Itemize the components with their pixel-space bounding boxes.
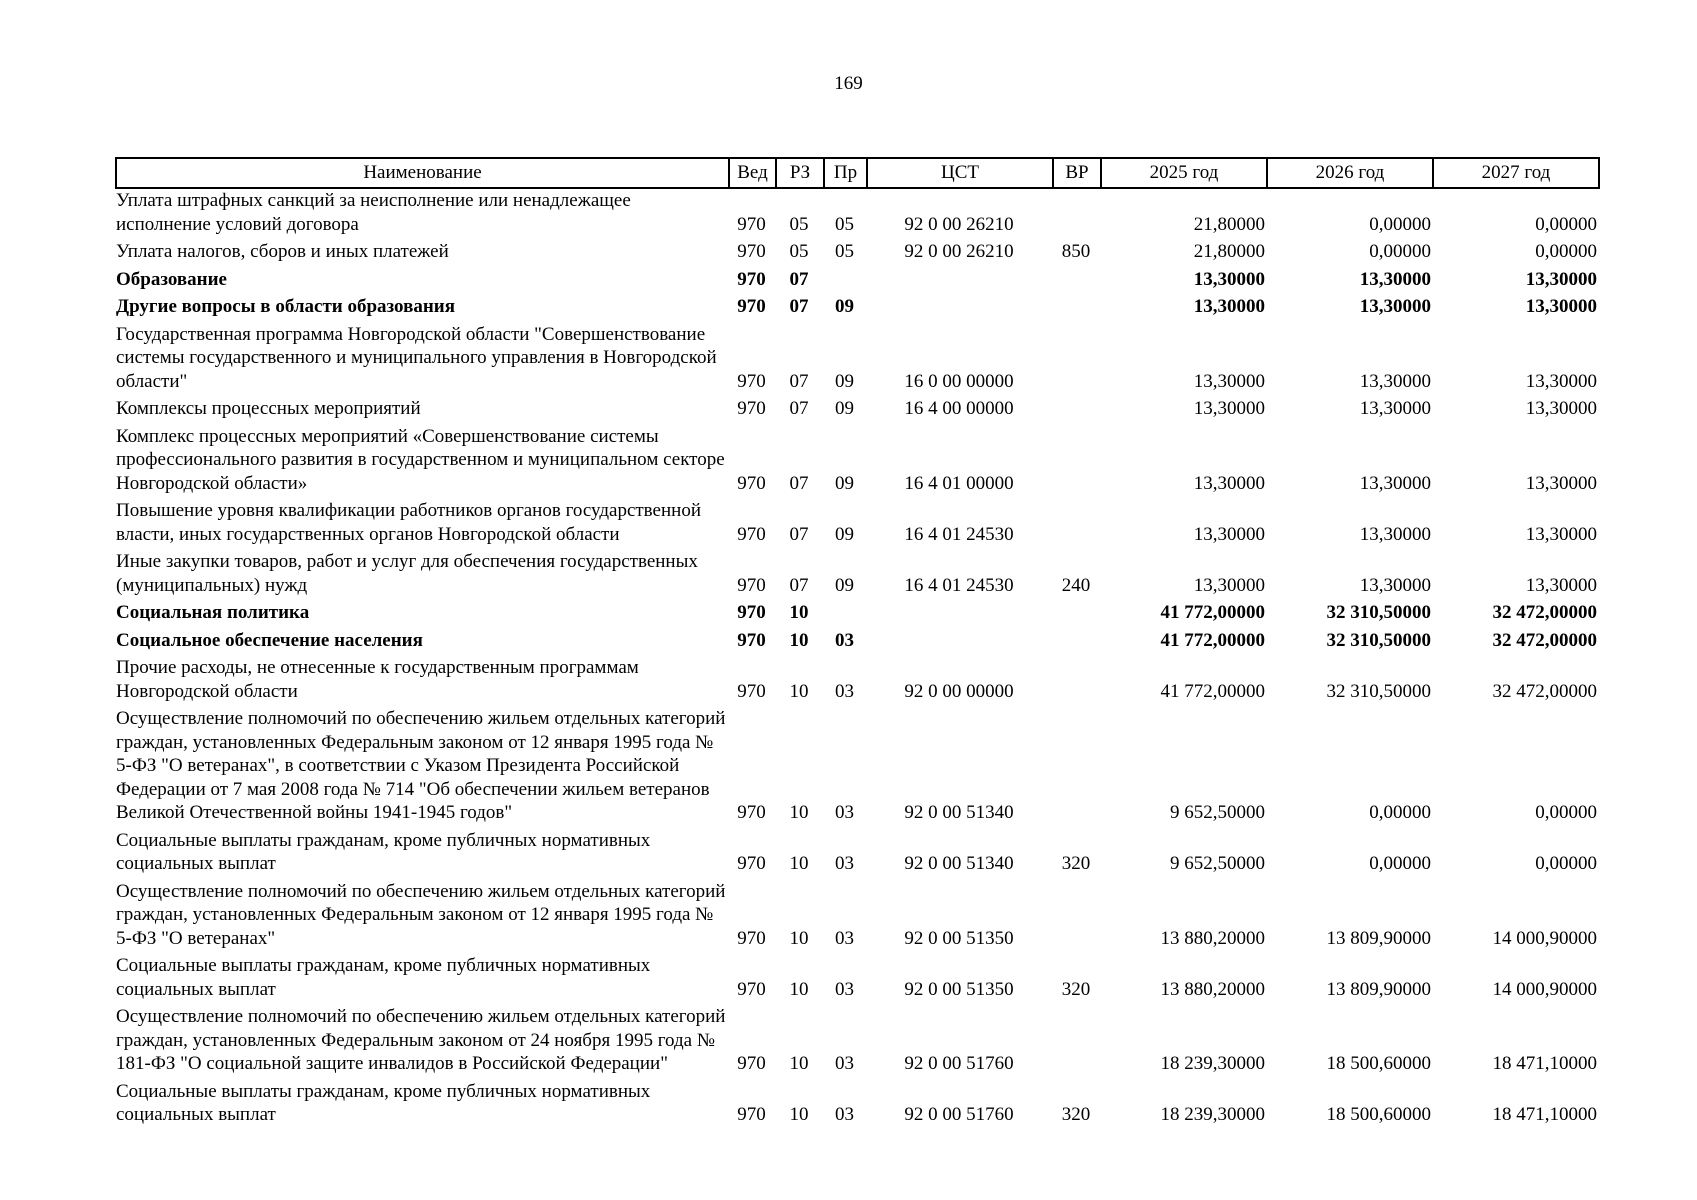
row-ved: 970 — [737, 680, 766, 702]
row-amount-2027: 13,30000 — [1525, 268, 1597, 290]
row-amount-2026: 18 500,60000 — [1326, 1053, 1431, 1074]
row-name: Уплата налогов, сборов и иных платежей — [116, 241, 449, 262]
table-row — [116, 188, 1599, 240]
row-name: Другие вопросы в области образования — [116, 296, 456, 317]
row-ved: 970 — [737, 927, 766, 949]
row-rz: 10 — [789, 629, 809, 651]
row-amount-2027: 32 472,00000 — [1492, 602, 1597, 623]
row-rz: 07 — [789, 370, 809, 392]
row-vr — [1053, 629, 1101, 657]
header-name: Наименование — [116, 158, 729, 188]
row-rz: 07 — [789, 523, 809, 545]
table-row — [116, 268, 1599, 296]
header-2026: 2026 год — [1267, 158, 1433, 188]
row-rz: 10 — [789, 853, 809, 874]
row-vr: 320 — [1061, 978, 1091, 1000]
row-rz: 10 — [789, 1053, 809, 1074]
table-row — [116, 499, 1599, 550]
row-cst: 16 4 01 24530 — [904, 574, 1014, 596]
row-pr: 09 — [835, 370, 854, 392]
row-vr — [1053, 880, 1101, 955]
row-amount-2025: 9 652,50000 — [1170, 853, 1265, 874]
table-row — [116, 323, 1599, 398]
row-amount-2025: 18 239,30000 — [1160, 1104, 1265, 1125]
row-amount-2026: 13,30000 — [1359, 268, 1431, 290]
row-amount-2025: 13 880,20000 — [1160, 978, 1265, 1000]
row-pr: 03 — [835, 853, 854, 874]
row-amount-2025: 9 652,50000 — [1170, 802, 1265, 823]
row-amount-2027: 13,30000 — [1525, 574, 1597, 596]
row-pr: 03 — [835, 927, 854, 949]
row-amount-2026: 13,30000 — [1359, 296, 1431, 317]
row-pr: 03 — [835, 1104, 854, 1125]
row-ved: 970 — [737, 296, 766, 317]
row-name: Прочие расходы, не отнесенные к государственным программам Новгородской области — [116, 657, 639, 702]
row-amount-2027: 13,30000 — [1525, 370, 1597, 392]
row-vr — [1053, 268, 1101, 296]
row-cst: 92 0 00 51350 — [904, 927, 1014, 949]
row-vr — [1053, 1005, 1101, 1080]
row-cst — [867, 268, 1053, 296]
row-cst: 16 0 00 00000 — [904, 370, 1014, 392]
row-pr: 09 — [835, 523, 854, 545]
row-amount-2027: 0,00000 — [1535, 802, 1597, 823]
row-vr — [1053, 397, 1101, 425]
row-amount-2026: 13,30000 — [1359, 523, 1431, 545]
table-row — [116, 240, 1599, 268]
row-vr — [1053, 656, 1101, 707]
row-amount-2027: 13,30000 — [1525, 523, 1597, 545]
row-ved: 970 — [737, 853, 766, 874]
row-amount-2025: 13 880,20000 — [1160, 927, 1265, 949]
table-row — [116, 601, 1599, 629]
row-pr: 03 — [835, 680, 854, 702]
row-amount-2026: 13,30000 — [1359, 398, 1431, 419]
row-rz: 07 — [789, 574, 809, 596]
row-ved: 970 — [737, 1104, 766, 1125]
table-row — [116, 1005, 1599, 1080]
row-ved: 970 — [737, 472, 766, 494]
header-vr: ВР — [1053, 158, 1101, 188]
row-amount-2026: 0,00000 — [1369, 241, 1431, 262]
row-name: Социальное обеспечение населения — [116, 629, 423, 651]
row-pr — [824, 601, 867, 629]
row-amount-2027: 18 471,10000 — [1492, 1053, 1597, 1074]
row-pr — [824, 268, 867, 296]
row-amount-2025: 41 772,00000 — [1160, 680, 1265, 702]
row-pr: 09 — [835, 296, 854, 317]
row-name: Государственная программа Новгородской области "Совершенствование системы государственного и муниципального управления в Новгородской области" — [116, 323, 717, 392]
row-rz: 10 — [789, 680, 809, 702]
row-amount-2025: 21,80000 — [1193, 241, 1265, 262]
row-amount-2026: 13,30000 — [1359, 370, 1431, 392]
row-vr — [1053, 499, 1101, 550]
row-rz: 10 — [789, 978, 809, 1000]
row-name: Осуществление полномочий по обеспечению жильем отдельных категорий граждан, установленных Федеральным законом от 12 января 1995 года № 5-ФЗ "О ветеранах" — [116, 880, 726, 949]
row-name: Повышение уровня квалификации работников органов государственной власти, иных государственных органов Новгородской области — [116, 500, 701, 545]
row-amount-2027: 0,00000 — [1535, 853, 1597, 874]
row-cst: 92 0 00 51760 — [904, 1104, 1014, 1125]
header-2027: 2027 год — [1433, 158, 1599, 188]
row-amount-2027: 14 000,90000 — [1492, 978, 1597, 1000]
row-cst: 92 0 00 26210 — [904, 213, 1014, 235]
row-rz: 10 — [789, 602, 809, 623]
row-amount-2025: 13,30000 — [1193, 268, 1265, 290]
row-vr — [1053, 707, 1101, 829]
row-amount-2026: 13,30000 — [1359, 574, 1431, 596]
row-cst: 92 0 00 00000 — [904, 680, 1014, 702]
header-2025: 2025 год — [1101, 158, 1267, 188]
row-cst: 92 0 00 51340 — [904, 853, 1014, 874]
row-cst: 92 0 00 51760 — [904, 1053, 1014, 1074]
row-ved: 970 — [737, 629, 766, 651]
row-name: Комплексы процессных мероприятий — [116, 398, 421, 419]
table-row — [116, 397, 1599, 425]
table-body — [116, 188, 1599, 1131]
row-amount-2027: 0,00000 — [1535, 213, 1597, 235]
row-ved: 970 — [737, 241, 766, 262]
row-amount-2025: 13,30000 — [1193, 398, 1265, 419]
table-row — [116, 954, 1599, 1005]
row-amount-2026: 0,00000 — [1369, 213, 1431, 235]
table-row — [116, 550, 1599, 601]
row-amount-2026: 13 809,90000 — [1326, 927, 1431, 949]
row-ved: 970 — [737, 268, 766, 290]
row-pr: 09 — [835, 472, 854, 494]
row-cst — [867, 629, 1053, 657]
table-row — [116, 629, 1599, 657]
row-name: Уплата штрафных санкций за неисполнение или ненадлежащее исполнение условий договора — [116, 190, 631, 235]
row-amount-2027: 13,30000 — [1525, 398, 1597, 419]
row-amount-2026: 18 500,60000 — [1326, 1104, 1431, 1125]
row-amount-2026: 0,00000 — [1369, 853, 1431, 874]
row-vr — [1053, 188, 1101, 240]
row-amount-2025: 13,30000 — [1193, 296, 1265, 317]
page-number: 169 — [834, 73, 863, 94]
row-amount-2025: 21,80000 — [1193, 213, 1265, 235]
row-amount-2027: 32 472,00000 — [1492, 680, 1597, 702]
row-amount-2025: 18 239,30000 — [1160, 1053, 1265, 1074]
row-amount-2026: 32 310,50000 — [1326, 629, 1431, 651]
row-ved: 970 — [737, 213, 766, 235]
row-amount-2026: 32 310,50000 — [1326, 680, 1431, 702]
row-cst: 92 0 00 51340 — [904, 802, 1014, 823]
row-amount-2026: 13,30000 — [1359, 472, 1431, 494]
row-ved: 970 — [737, 602, 766, 623]
table-row — [116, 1080, 1599, 1131]
row-rz: 07 — [789, 472, 809, 494]
row-amount-2027: 18 471,10000 — [1492, 1104, 1597, 1125]
row-amount-2026: 0,00000 — [1369, 802, 1431, 823]
row-pr: 03 — [835, 802, 854, 823]
row-pr: 03 — [835, 1053, 854, 1074]
row-cst: 16 4 00 00000 — [904, 398, 1014, 419]
row-cst: 92 0 00 26210 — [904, 241, 1014, 262]
row-name: Образование — [116, 268, 227, 290]
row-amount-2026: 13 809,90000 — [1326, 978, 1431, 1000]
row-vr — [1053, 295, 1101, 323]
row-rz: 05 — [789, 241, 809, 262]
row-name: Социальная политика — [116, 602, 310, 623]
row-rz: 07 — [789, 296, 809, 317]
row-cst — [867, 295, 1053, 323]
row-ved: 970 — [737, 398, 766, 419]
row-rz: 10 — [789, 802, 809, 823]
row-amount-2027: 13,30000 — [1525, 296, 1597, 317]
row-pr: 03 — [835, 629, 854, 651]
row-rz: 07 — [789, 268, 809, 290]
row-name: Социальные выплаты гражданам, кроме публичных нормативных социальных выплат — [116, 1080, 651, 1125]
row-name: Комплекс процессных мероприятий «Совершенствование системы профессионального развития в государственном и муниципальном секторе Новгородской области» — [116, 425, 725, 494]
header-pr: Пр — [824, 158, 867, 188]
row-ved: 970 — [737, 370, 766, 392]
row-vr: 320 — [1061, 1104, 1091, 1125]
row-pr: 03 — [835, 978, 854, 1000]
row-amount-2025: 13,30000 — [1193, 370, 1265, 392]
row-pr: 09 — [835, 574, 854, 596]
row-vr — [1053, 425, 1101, 500]
row-ved: 970 — [737, 1053, 766, 1074]
row-ved: 970 — [737, 574, 766, 596]
row-cst: 16 4 01 00000 — [904, 472, 1014, 494]
row-vr: 850 — [1061, 241, 1091, 262]
row-amount-2025: 13,30000 — [1193, 574, 1265, 596]
row-amount-2027: 0,00000 — [1535, 241, 1597, 262]
row-amount-2026: 32 310,50000 — [1326, 602, 1431, 623]
row-amount-2025: 41 772,00000 — [1160, 629, 1265, 651]
table-row — [116, 829, 1599, 880]
row-rz: 10 — [789, 927, 809, 949]
row-amount-2025: 13,30000 — [1193, 472, 1265, 494]
row-name: Социальные выплаты гражданам, кроме публичных нормативных социальных выплат — [116, 829, 651, 874]
row-amount-2027: 14 000,90000 — [1492, 927, 1597, 949]
row-amount-2025: 41 772,00000 — [1160, 602, 1265, 623]
row-ved: 970 — [737, 523, 766, 545]
row-cst: 16 4 01 24530 — [904, 523, 1014, 545]
row-cst — [867, 601, 1053, 629]
table-row — [116, 295, 1599, 323]
row-amount-2027: 13,30000 — [1525, 472, 1597, 494]
row-vr — [1053, 601, 1101, 629]
table-header-row — [116, 158, 1599, 188]
header-cst: ЦСТ — [867, 158, 1053, 188]
row-rz: 10 — [789, 1104, 809, 1125]
row-rz: 07 — [789, 398, 809, 419]
row-name: Социальные выплаты гражданам, кроме публичных нормативных социальных выплат — [116, 955, 651, 1000]
row-pr: 05 — [835, 213, 854, 235]
row-rz: 05 — [789, 213, 809, 235]
row-pr: 09 — [835, 398, 854, 419]
row-ved: 970 — [737, 802, 766, 823]
budget-table — [115, 157, 1600, 1131]
header-ved: Вед — [729, 158, 776, 188]
row-name: Осуществление полномочий по обеспечению жильем отдельных категорий граждан, установленных Федеральным законом от 12 января 1995 года № 5-ФЗ "О ветеранах", в соответствии с Указом Президента Российской Федерации от 7 мая 2008 года № 714 "Об обеспечении жильем ветеранов Великой Отечественной войны 1941-1945 годов" — [116, 708, 726, 823]
row-vr — [1053, 323, 1101, 398]
row-amount-2027: 32 472,00000 — [1492, 629, 1597, 651]
row-name: Иные закупки товаров, работ и услуг для обеспечения государственных (муниципальных) нужд — [116, 551, 698, 596]
header-rz: РЗ — [776, 158, 824, 188]
row-vr: 240 — [1061, 574, 1091, 596]
table-row — [116, 707, 1599, 829]
table-row — [116, 425, 1599, 500]
row-vr: 320 — [1061, 853, 1091, 874]
row-pr: 05 — [835, 241, 854, 262]
row-amount-2025: 13,30000 — [1193, 523, 1265, 545]
table-row — [116, 880, 1599, 955]
row-cst: 92 0 00 51350 — [904, 978, 1014, 1000]
row-ved: 970 — [737, 978, 766, 1000]
table-row — [116, 656, 1599, 707]
row-name: Осуществление полномочий по обеспечению жильем отдельных категорий граждан, установленных Федеральным законом от 24 ноября 1995 года № 181-ФЗ "О социальной защите инвалидов в Российской Федерации" — [116, 1006, 726, 1074]
